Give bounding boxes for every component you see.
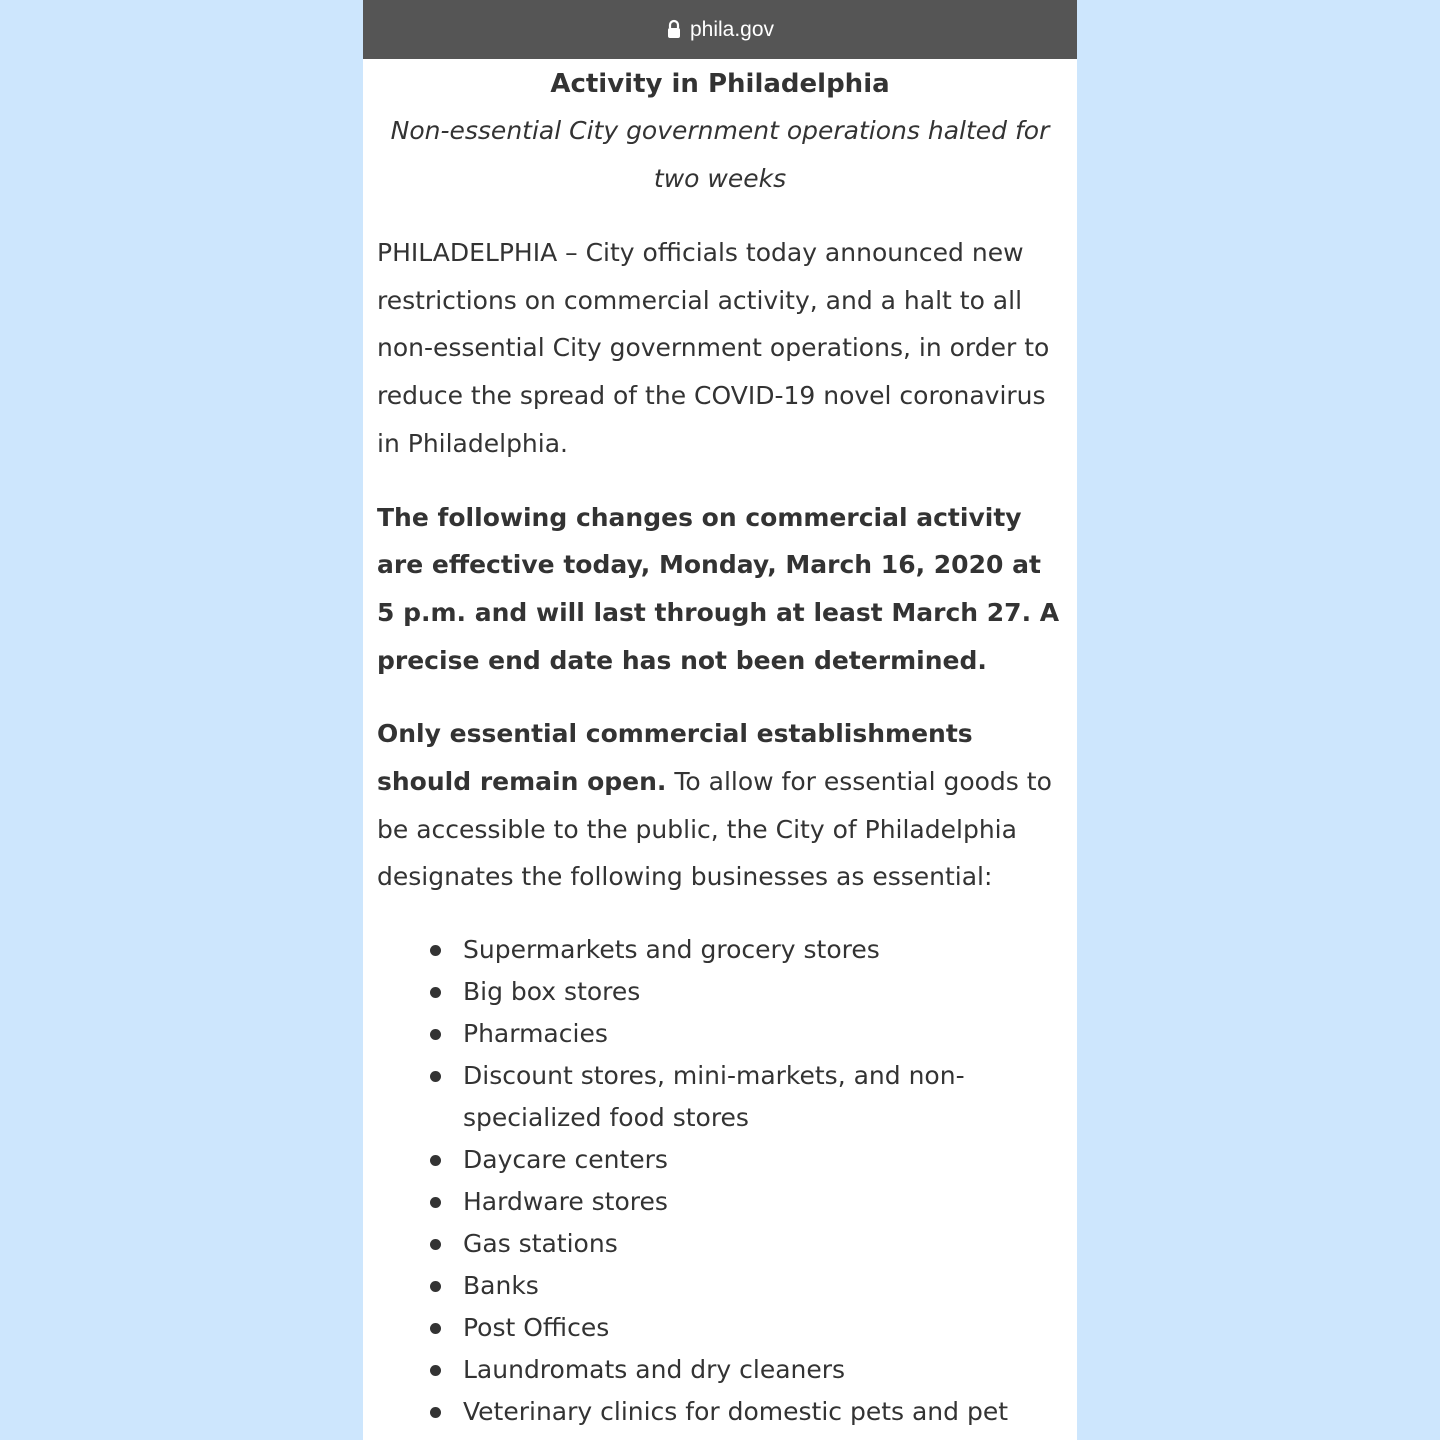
lock-icon: [666, 19, 682, 39]
list-item: Big box stores: [463, 971, 1063, 1013]
list-item: Discount stores, mini-markets, and non-specialized food stores: [463, 1055, 1063, 1139]
list-item: Daycare centers: [463, 1139, 1063, 1181]
list-item: Pharmacies: [463, 1013, 1063, 1055]
list-item: Veterinary clinics for domestic pets and pet: [463, 1391, 1063, 1433]
browser-page: [363, 0, 1077, 1440]
article-content: [363, 59, 1077, 1433]
essential-paragraph: [377, 710, 1063, 901]
list-item: Hardware stores: [463, 1181, 1063, 1223]
page-title: Activity in Philadelphia: [550, 69, 890, 99]
url-text: phila.gov: [689, 17, 775, 41]
essential-lead: Only essential commercial establishments should remain open.: [377, 719, 973, 797]
list-item: Supermarkets and grocery stores: [463, 929, 1063, 971]
intro-paragraph: PHILADELPHIA – City officials today announced new restrictions on commercial activity, and a halt to all non-essential City government operations, in order to reduce the spread of the COVID-19 novel coronavirus in Philadelphia.: [377, 238, 1050, 458]
changes-notice: The following changes on commercial activity are effective today, Monday, March 16, 2020 at 5 p.m. and will last through at least March 27. A precise end date has not been determined.: [377, 502, 1060, 675]
page-subtitle: Non-essential City government operations halted for two weeks: [390, 116, 1050, 193]
list-item: Laundromats and dry cleaners: [463, 1349, 1063, 1391]
list-item: Banks: [463, 1265, 1063, 1307]
essential-businesses-list: [377, 929, 1063, 1433]
list-item: Post Offices: [463, 1307, 1063, 1349]
essential-rest: To allow for essential goods to be accessible to the public, the City of Philadelphia designates the following businesses as essential:: [377, 767, 1052, 892]
list-item: Gas stations: [463, 1223, 1063, 1265]
url-bar[interactable]: [363, 0, 1077, 59]
